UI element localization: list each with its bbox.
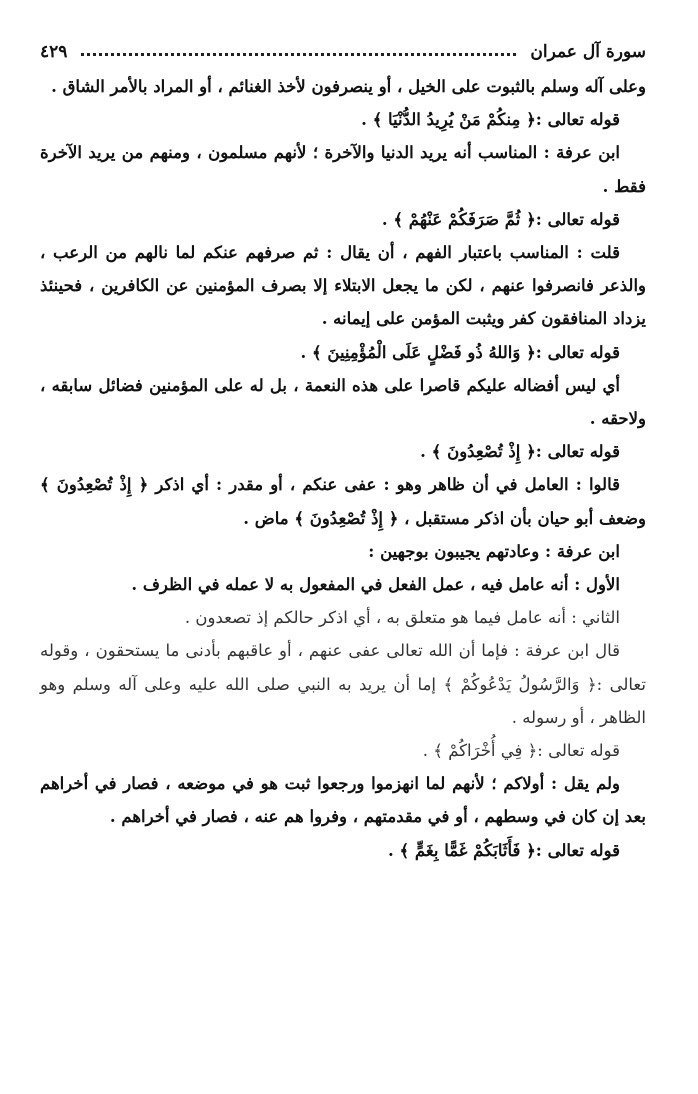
surah-title: سورة آل عمران [530,42,646,62]
paragraph: قالوا : العامل في أن ظاهر وهو : عفى عنكم ، أو مقدر : أي اذكر ﴿ إِذْ تُصْعِدُونَ ﴾ وضعف أبو حيان بأن اذكر مستقبل ، ﴿ إِذْ تُصْعِدُونَ ﴾ ماض . [40,475,646,528]
page-number: ٤٢٩ [40,42,68,62]
paragraph: قال ابن عرفة : فإما أن الله تعالى عفى عنهم ، أو عاقبهم بأدنى ما يستحقون ، وقوله تعالى :﴿ وَالرَّسُولُ يَدْعُوكُمْ ﴾ إما أن يريد به النبي صلى الله عليه وعلى آله وسلم وهو الظاهر ، أو رسوله . [40,641,646,727]
page-body [40,70,646,867]
paragraph: قلت : المناسب باعتبار الفهم ، أن يقال : ثم صرفهم عنكم لما نالهم من الرعب ، والذعر فانصرفوا عنهم ، لكن ما يجعل الابتلاء إلا بصرف المؤمنين عن الكافرين ، فحينئذ يزداد المنافقون كفر ويثبت المؤمن على إيمانه . [40,243,646,329]
paragraph: أي ليس أفضاله عليكم قاصرا على هذه النعمة ، بل له على المؤمنين فضائل سابقه ، ولاحقه . [40,375,646,429]
paragraph: قوله تعالى :﴿ وَاللهُ ذُو فَضْلٍ عَلَى الْمُؤْمِنِينَ ﴾ . [300,342,620,362]
running-header [40,34,646,70]
paragraph: وعلى آله وسلم بالثبوت على الخيل ، أو ينصرفون لأخذ الغنائم ، أو المراد بالأمر الشاق . [51,77,646,96]
paragraph: الأول : أنه عامل فيه ، عمل الفعل في المفعول به لا عمله في الظرف . [131,575,620,595]
paragraph: ابن عرفة : المناسب أنه يريد الدنيا والآخرة ؛ لأنهم مسلمون ، ومنهم من يريد الآخرة فقط . [40,143,646,196]
paragraph: ولم يقل : أولاكم ؛ لأنهم لما انهزموا ورجعوا ثبت هو في موضعه ، فصار في أخراهم بعد إن كان في وسطهم ، أو في مقدمتهم ، وفروا هم عنه ، فصار في أخراهم . [40,774,646,827]
header-dotted-leader [81,53,516,56]
paragraph: الثاني : أنه عامل فيما هو متعلق به ، أي اذكر حالكم إذ تصعدون . [184,608,620,628]
paragraph: قوله تعالى :﴿ فَأَثَابَكُمْ غَمًّا بِغَمٍّ ﴾ . [388,840,620,860]
paragraph: قوله تعالى :﴿ إِذْ تُصْعِدُونَ ﴾ . [420,442,620,462]
paragraph: قوله تعالى :﴿ ثُمَّ صَرَفَكُمْ عَنْهُمْ ﴾ . [381,209,620,229]
paragraph: قوله تعالى :﴿ مِنكُمْ مَنْ يُرِيدُ الدُّنْيَا ﴾ . [361,110,620,130]
paragraph: قوله تعالى :﴿ فِي أُخْرَاكُمْ ﴾ . [422,741,620,761]
paragraph: ابن عرفة : وعادتهم يجيبون بوجهين : [368,541,620,561]
